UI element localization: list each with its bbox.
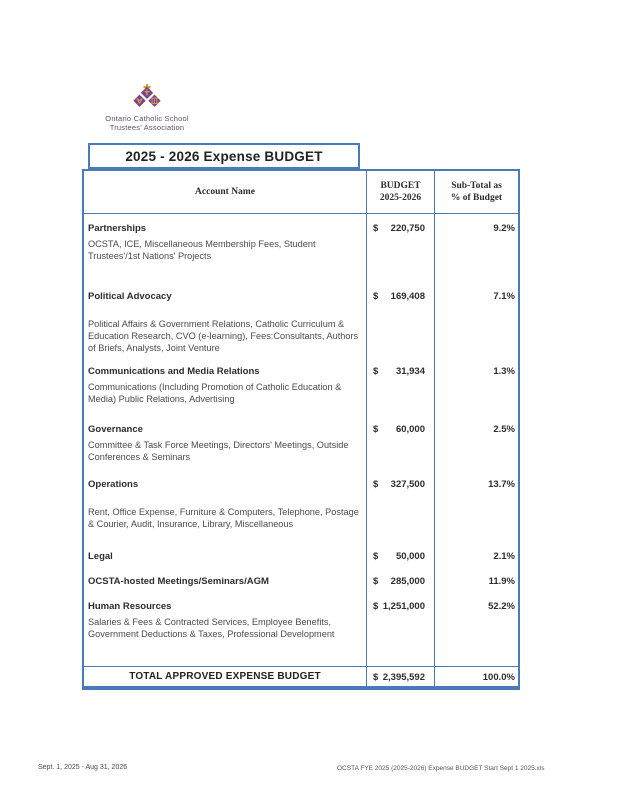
account-name: Legal: [88, 551, 113, 563]
page-title: 2025 - 2026 Expense BUDGET: [125, 148, 323, 164]
org-name-line2: Trustees' Association: [109, 123, 185, 132]
subtotal-percent: 1.3%: [493, 366, 515, 378]
currency-symbol: $: [373, 672, 379, 684]
subtotal-percent: 11.9%: [488, 576, 515, 588]
table-row-political-advocacy: [84, 282, 518, 357]
header-budget: [366, 171, 434, 213]
currency-symbol: $: [373, 551, 379, 563]
footer-fiscal-period: Sept. 1, 2025 - Aug 31, 2026: [38, 764, 128, 771]
table-row-operations: [84, 470, 518, 542]
account-name: Political Advocacy: [88, 291, 172, 303]
ocsta-logo-block: [88, 84, 206, 132]
budget-amount: 285,000: [390, 576, 425, 588]
currency-symbol: $: [373, 479, 379, 491]
currency-symbol: $: [373, 576, 379, 588]
table-total-row: [84, 666, 518, 688]
header-budget-line2: 2025-2026: [379, 193, 422, 204]
budget-title-box: [88, 143, 360, 169]
currency-symbol: $: [373, 601, 379, 613]
table-row-human-resources: [84, 592, 518, 666]
account-description: Communications (Including Promotion of Catholic Education & Media) Public Relations, Advertising: [88, 382, 342, 405]
account-description: Salaries & Fees & Contracted Services, Employee Benefits, Government Deductions & Taxes, Professional Development: [88, 617, 335, 640]
subtotal-percent: 7.1%: [493, 291, 515, 303]
account-name: Partnerships: [88, 223, 147, 235]
expense-budget-table: [82, 169, 520, 690]
subtotal-percent: 9.2%: [493, 223, 515, 235]
subtotal-percent: 2.1%: [493, 551, 515, 563]
table-row-communications: [84, 357, 518, 415]
budget-amount: 169,408: [390, 291, 425, 303]
account-name: Operations: [88, 479, 139, 491]
header-subtotal-line2: % of Budget: [450, 193, 503, 204]
total-amount: 2,395,592: [382, 672, 425, 684]
table-row-legal: [84, 542, 518, 567]
subtotal-percent: 2.5%: [493, 424, 515, 436]
subtotal-percent: 13.7%: [488, 479, 515, 491]
table-row-partnerships: [84, 214, 518, 282]
org-name-line1: Ontario Catholic School: [105, 114, 189, 123]
budget-amount: 60,000: [395, 424, 425, 436]
account-name: OCSTA-hosted Meetings/Seminars/AGM: [88, 576, 269, 588]
budget-amount: 327,500: [390, 479, 425, 491]
currency-symbol: $: [373, 366, 379, 378]
three-diamonds-crest-icon: [125, 84, 169, 114]
currency-symbol: $: [373, 223, 379, 235]
budget-amount: 220,750: [390, 223, 425, 235]
table-body: [84, 214, 518, 666]
budget-amount: 31,934: [395, 366, 425, 378]
account-name: Communications and Media Relations: [88, 366, 260, 378]
header-subtotal-line1: Sub-Total as: [451, 181, 502, 192]
header-account-name: [84, 171, 366, 213]
currency-symbol: $: [373, 291, 379, 303]
currency-symbol: $: [373, 424, 379, 436]
header-account-name-label: Account Name: [195, 187, 255, 198]
footer-filename: OCSTA FYE 2025 (2025-2026) Expense BUDGET Start Sept 1 2025.xls: [337, 765, 545, 772]
table-row-ocsta-meetings: [84, 567, 518, 592]
total-percent: 100.0%: [482, 672, 515, 684]
account-description: Rent, Office Expense, Furniture & Computers, Telephone, Postage & Courier, Audit, Insurance, Library, Miscellaneous: [88, 507, 359, 530]
budget-amount: 1,251,000: [382, 601, 425, 613]
account-name: Governance: [88, 424, 143, 436]
account-description: OCSTA, ICE, Miscellaneous Membership Fees, Student Trustees'/1st Nations' Projects: [88, 239, 316, 262]
table-header-row: [84, 171, 518, 214]
account-name: Human Resources: [88, 601, 172, 613]
header-budget-line1: BUDGET: [380, 181, 421, 192]
account-description: Political Affairs & Government Relations, Catholic Curriculum & Education Research, CVO (e-learning), Fees:Consultants, Authors of Briefs, Analysts, Joint Venture: [88, 319, 359, 354]
budget-amount: 50,000: [395, 551, 425, 563]
account-description: Committee & Task Force Meetings, Directors' Meetings, Outside Conferences & Seminars: [88, 440, 349, 463]
total-label: TOTAL APPROVED EXPENSE BUDGET: [129, 671, 321, 683]
subtotal-percent: 52.2%: [488, 601, 515, 613]
table-row-governance: [84, 415, 518, 470]
header-subtotal: [434, 171, 518, 213]
